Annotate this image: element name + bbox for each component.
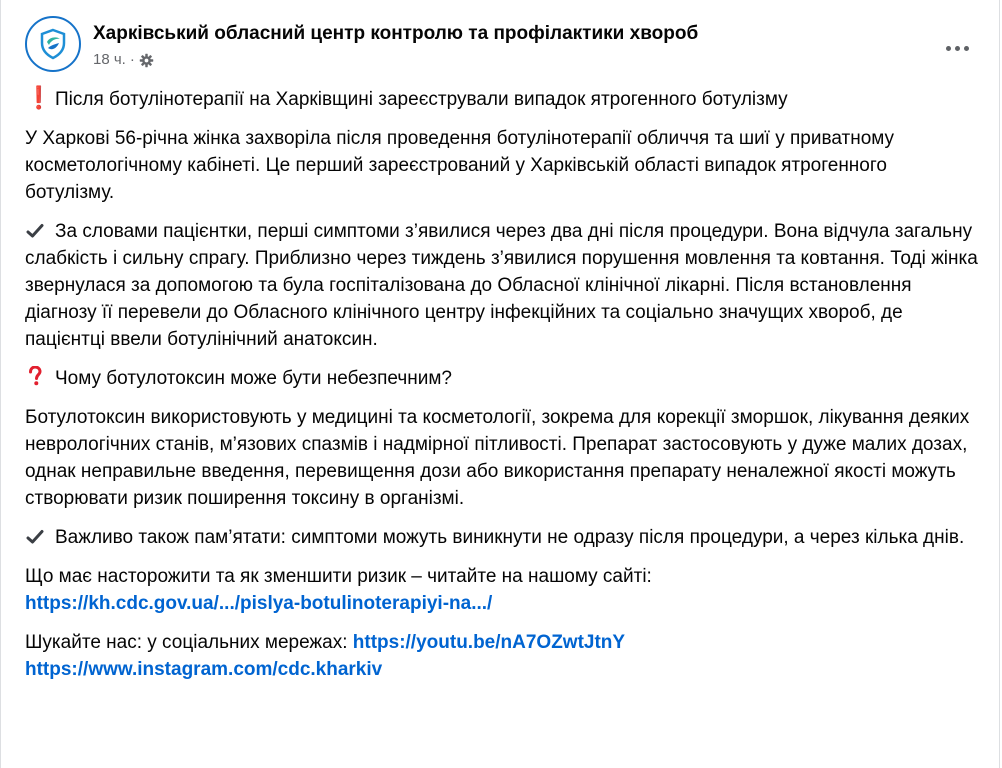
more-dot xyxy=(955,46,960,51)
avatar[interactable] xyxy=(25,16,81,72)
paragraph-2-text: За словами пацієнтки, перші симптоми з’явилися через два дні після процедури. Вона відчула загальну слабкість і сильну спрагу. Приблизно через тиждень з’явилися порушення мовлення та ковтання. Тоді жінка звернулася за допомогою та була госпіталізована до Обласної клінічної лікарні. Після встановлення діагнозу її перевели до Обласного клінічного центру інфекційних та соціально значущих хвороб, де пацієнтці ввели ботулінічний анатоксин. xyxy=(25,221,978,350)
post-header xyxy=(25,16,975,76)
paragraph-2 xyxy=(25,218,979,353)
paragraph-4 xyxy=(25,524,979,551)
meta-separator: · xyxy=(129,51,135,68)
more-dot xyxy=(964,46,969,51)
paragraph-4-text: Важливо також пам’ятати: симптоми можуть виникнути не одразу після процедури, а через кілька днів. xyxy=(55,527,965,548)
site-paragraph xyxy=(25,563,979,617)
question-text: Чому ботулотоксин може бути небезпечним? xyxy=(55,368,452,389)
social-paragraph xyxy=(25,629,979,683)
shield-logo-icon xyxy=(36,27,70,61)
page-name[interactable]: Харківський обласний центр контролю та профілактики хвороб xyxy=(93,23,699,44)
post-heading xyxy=(25,84,979,113)
check-icon xyxy=(25,218,45,245)
more-options-button[interactable] xyxy=(939,30,975,66)
paragraph-1: У Харкові 56-річна жінка захворіла після проведення ботулінотерапії обличчя та шиї у приватному косметологічному кабінеті. Це перший зареєстрований у Харківській області випадок ятрогенного ботулізму. xyxy=(25,128,895,203)
youtube-link[interactable]: https://youtu.be/nA7OZwtJtnY xyxy=(352,632,626,653)
site-link[interactable]: https://kh.cdc.gov.ua/.../pislya-botulinoterapiyi-na.../ xyxy=(25,593,493,614)
social-text: Шукайте нас: у соціальних мережах: xyxy=(25,632,353,653)
post-meta xyxy=(93,50,154,70)
question-icon xyxy=(25,365,45,392)
exclamation-icon: ❗ xyxy=(25,85,53,110)
heading-text: Після ботулінотерапії на Харківщині зареєстрували випадок ятрогенного ботулізму xyxy=(55,89,788,110)
site-text: Що має насторожити та як зменшити ризик – читайте на нашому сайті: xyxy=(25,566,652,587)
post-time[interactable]: 18 ч. xyxy=(93,51,126,68)
post-body xyxy=(25,84,979,695)
gear-icon xyxy=(139,53,154,68)
check-icon xyxy=(25,524,45,551)
instagram-link[interactable]: https://www.instagram.com/cdc.kharkiv xyxy=(25,659,383,680)
question-line xyxy=(25,365,979,392)
more-dots-icon xyxy=(946,46,951,51)
paragraph-3: Ботулотоксин використовують у медицині та косметології, зокрема для корекції зморшок, лікування деяких неврологічних станів, м’язових спазмів і надмірної пітливості. Препарат застосовують у дуже малих дозах, однак неправильне введення, перевищення дози або використання препарату неналежної якості можуть створювати ризик поширення токсину в організмі. xyxy=(25,407,970,509)
